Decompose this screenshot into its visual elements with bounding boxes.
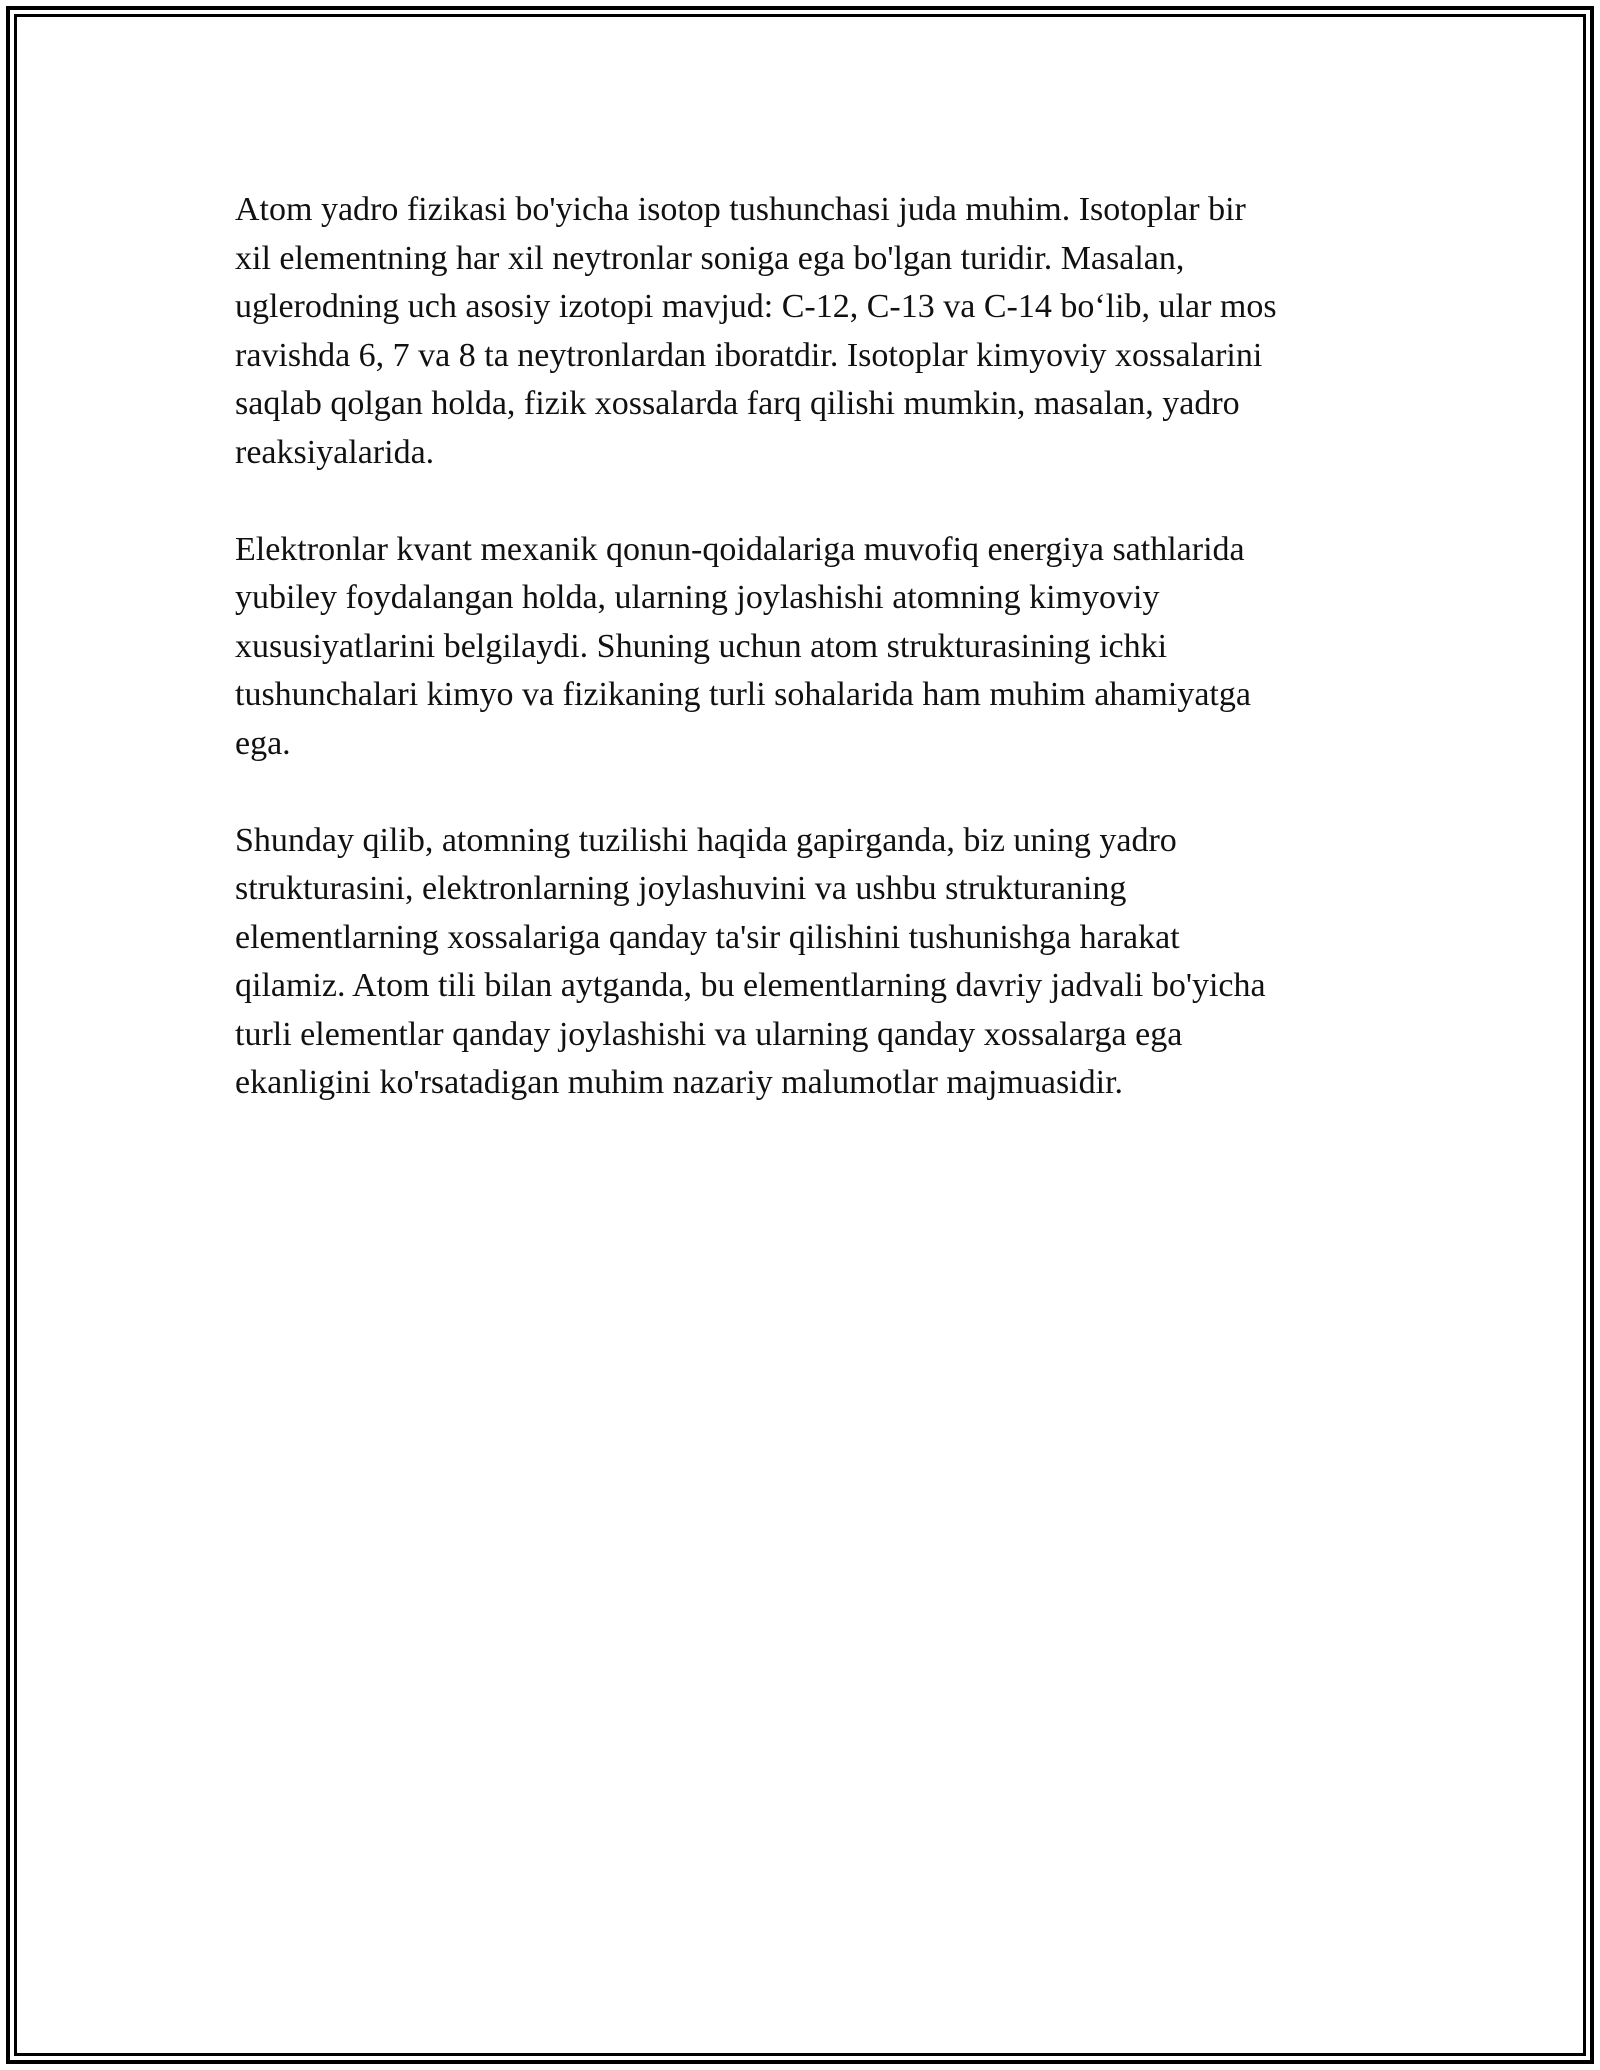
- text-line: ega.: [235, 724, 291, 762]
- text-line: ravishda 6, 7 va 8 ta neytronlardan iboratdir. Isotoplar kimyoviy xossalarini: [235, 336, 1263, 374]
- text-line: Elektronlar kvant mexanik qonun-qoidalariga muvofiq energiya sathlarida: [235, 530, 1245, 568]
- paragraph-electrons: [235, 526, 1365, 769]
- text-line: uglerodning uch asosiy izotopi mavjud: C-12, C-13 va C-14 bo‘lib, ular mos: [235, 288, 1277, 325]
- text-line: Shunday qilib, atomning tuzilishi haqida gapirganda, biz uning yadro: [235, 821, 1177, 859]
- text-line: tushunchalari kimyo va fizikaning turli sohalarida ham muhim ahamiyatga: [235, 676, 1251, 713]
- paragraph-conclusion: [235, 817, 1365, 1108]
- paragraph-isotopes: [235, 186, 1365, 477]
- text-line: strukturasini, elektronlarning joylashuvini va ushbu strukturaning: [235, 870, 1127, 907]
- text-line: qilamiz. Atom tili bilan aytganda, bu elementlarning davriy jadvali bo'yicha: [235, 967, 1266, 1004]
- text-line: xususiyatlarini belgilaydi. Shuning uchun atom strukturasining ichki: [235, 627, 1168, 665]
- text-line: Atom yadro fizikasi bo'yicha isotop tushunchasi juda muhim. Isotoplar bir: [235, 191, 1246, 228]
- text-line: elementlarning xossalariga qanday ta'sir qilishini tushunishga harakat: [235, 918, 1180, 956]
- document-body: [235, 186, 1365, 1156]
- text-line: turli elementlar qanday joylashishi va ularning qanday xossalarga ega: [235, 1015, 1183, 1053]
- text-line: ekanligini ko'rsatadigan muhim nazariy malumotlar majmuasidir.: [235, 1064, 1124, 1101]
- text-line: yubiley foydalangan holda, ularning joylashishi atomning kimyoviy: [235, 579, 1160, 616]
- text-line: xil elementning har xil neytronlar soniga ega bo'lgan turidir. Masalan,: [235, 239, 1185, 277]
- text-line: saqlab qolgan holda, fizik xossalarda farq qilishi mumkin, masalan, yadro: [235, 385, 1240, 422]
- text-line: reaksiyalarida.: [235, 433, 435, 471]
